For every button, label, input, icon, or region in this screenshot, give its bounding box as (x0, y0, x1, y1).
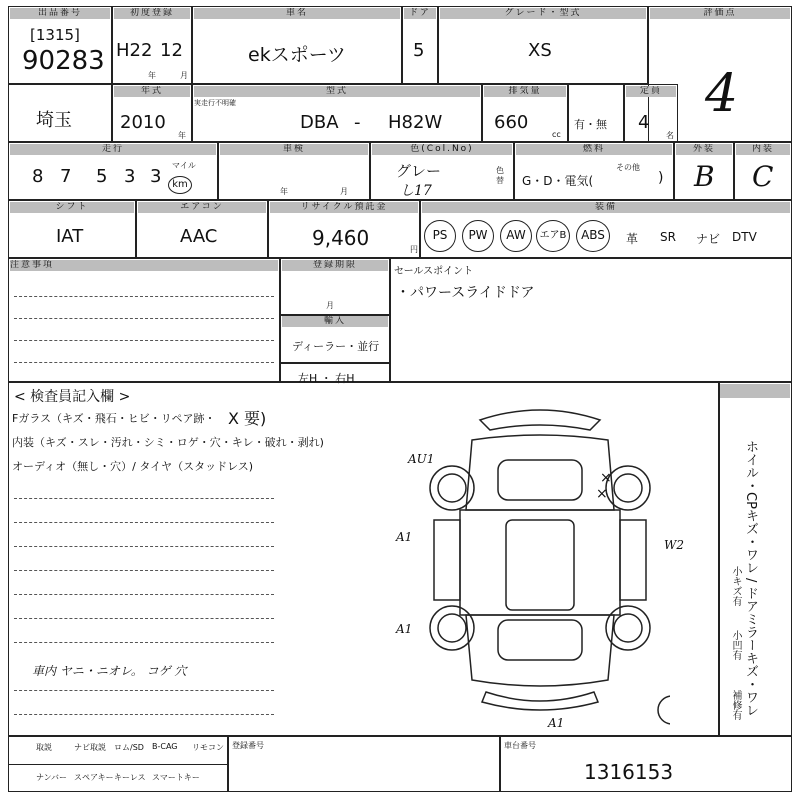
displacement-header: 排気量 (484, 86, 566, 97)
capacity-header: 定員 (626, 86, 676, 97)
notes-line (14, 296, 274, 297)
cc-unit: cc (552, 130, 561, 139)
equip-pw: PW (462, 220, 494, 252)
equip-ps: PS (424, 220, 456, 252)
capacity-value: 4 (638, 112, 650, 133)
fuel-other-label: その他 (616, 163, 640, 172)
inspector-line (14, 618, 274, 619)
damage-x-2: × (596, 486, 608, 502)
inspector-line-1-mark: X 要) (228, 409, 267, 428)
turbo-value: 有・無 (574, 118, 607, 131)
interior-header: 内装 (736, 144, 790, 155)
side-divider (718, 382, 720, 736)
displacement-value: 660 (494, 112, 529, 133)
dealer-value: ディーラー・並行 (292, 340, 380, 353)
equip-aw: AW (500, 220, 532, 252)
lot-code: [1315] (30, 26, 80, 44)
first-reg-year: H22 (116, 40, 153, 61)
first-reg-year-unit: 年 (148, 71, 156, 80)
model-type-prefix: DBA (300, 112, 339, 133)
side-extra-3: 補修有 (730, 690, 741, 720)
grade-value: XS (528, 40, 552, 61)
mileage-digit-2: 7 (60, 166, 72, 187)
mileage-unit-top: マイル (172, 161, 196, 170)
first-reg-month-unit: 月 (180, 71, 188, 80)
side-header-bar (720, 384, 790, 398)
damage-x-1: × (600, 470, 612, 486)
notes-header: 注意事項 (10, 260, 278, 271)
mileage-digit-1: 8 (32, 166, 44, 187)
recycle-header: リサイクル預託金 (270, 202, 418, 213)
handle-value: 左H ・ 右H (298, 372, 355, 385)
opt-r1-3: ロム/SD (114, 743, 144, 752)
model-year-note: 実走行不明確 (194, 99, 236, 107)
model-year-unit: 年 (178, 131, 186, 140)
doors-value: 5 (413, 40, 425, 61)
inspector-line-2: 内装（キズ・スレ・汚れ・シミ・ロゲ・穴・キレ・破れ・剥れ) (12, 436, 324, 449)
ac-header: エアコン (138, 202, 266, 213)
shift-value: IAT (56, 226, 84, 247)
equip-abs: ABS (576, 220, 610, 252)
inspector-line (14, 642, 274, 643)
opt-r2-1: ナンバー (36, 773, 68, 782)
side-extra-2: 小凹有 (730, 630, 741, 660)
mark-left-door: A1 (396, 530, 413, 544)
fuel-close: ) (658, 170, 664, 186)
opt-r2-2: スペアキー (74, 773, 114, 782)
lot-header: 出品番号 (10, 8, 110, 19)
mileage-digit-3: 5 (96, 166, 108, 187)
opt-r2-4: スマートキー (152, 773, 200, 782)
notes-line (14, 340, 274, 341)
shift-header: シフト (10, 202, 134, 213)
car-name: ekスポーツ (248, 44, 346, 66)
capacity-unit: 名 (666, 131, 674, 140)
first-reg-header: 初度登録 (114, 8, 190, 19)
car-name-header: 車名 (194, 8, 400, 19)
inspector-line (14, 522, 274, 523)
mileage-digit-4: 3 (124, 166, 136, 187)
mileage-header: 走行 (10, 144, 216, 155)
reg-number-label: 登録番号 (232, 741, 264, 750)
model-year-header: 年式 (114, 86, 190, 97)
reg-number-cell (228, 736, 500, 792)
reg-divider-2 (280, 362, 390, 364)
turbo-cell (568, 84, 624, 142)
grade-header: グレード・型式 (440, 8, 646, 19)
notes-cell (8, 258, 280, 382)
selling-point-1: ・パワースライドドア (396, 285, 535, 301)
mark-rear: A1 (548, 716, 565, 730)
first-reg-month: 12 (160, 40, 183, 61)
mileage-unit-km: km (168, 176, 192, 194)
selling-points-header: セールスポイント (394, 266, 474, 277)
score-value: 4 (705, 64, 739, 124)
opt-r1-2: ナビ取説 (74, 743, 106, 752)
equip-airbag: エアB (536, 220, 570, 252)
inspector-line (14, 498, 274, 499)
recycle-value: 9,460 (312, 226, 370, 250)
shaken-year-unit: 年 (280, 187, 288, 196)
model-type-header: 型式 (194, 86, 480, 97)
opt-divider (8, 764, 228, 765)
side-extra-1: 小キズ有 (730, 566, 741, 606)
exterior-header: 外装 (676, 144, 732, 155)
mark-right-door: W2 (664, 538, 684, 552)
shaken-header: 車検 (220, 144, 368, 155)
exterior-grade: B (694, 160, 715, 193)
color-header: 色(Col.No) (372, 144, 512, 155)
opt-r2-3: キーレス (114, 773, 146, 782)
registration-header: 登録期限 (282, 260, 388, 271)
recycle-yen: 円 (410, 245, 418, 254)
mark-left-rear: A1 (396, 622, 413, 636)
model-year-value: 2010 (120, 112, 166, 133)
equip-navi: ナビ (696, 232, 721, 246)
equip-sr: SR (660, 230, 676, 244)
notes-line (14, 362, 274, 363)
area-value: 埼玉 (36, 110, 72, 131)
opt-r1-1: 取説 (36, 743, 52, 752)
opt-r1-4: B-CAG (152, 742, 178, 751)
opt-r1-5: リモコン (192, 743, 224, 752)
color-change-label: 色替 (496, 166, 504, 185)
model-type-code: H82W (388, 112, 443, 133)
interior-grade: C (752, 160, 774, 193)
lot-number: 90283 (22, 46, 105, 76)
mark-front-left: AU1 (408, 452, 435, 466)
inspector-line (14, 690, 274, 691)
mileage-digit-5: 3 (150, 166, 162, 187)
inspector-line-3: オーディオ（無し・穴）/ タイヤ（スタッドレス) (12, 460, 254, 473)
ac-value: AAC (180, 226, 218, 247)
equipment-header: 装備 (422, 202, 790, 213)
notes-line (14, 318, 274, 319)
score-header: 評価点 (650, 8, 790, 19)
handwritten-note: 車内 ヤニ・ニオレ。 コゲ 穴 (32, 664, 187, 678)
chassis-label: 車台番号 (504, 741, 536, 750)
import-header: 輸入 (282, 316, 388, 327)
fuel-options: G・D・電気( (522, 174, 594, 188)
inspector-line (14, 546, 274, 547)
side-note: ホイル・CPキズ・ワレ / ドアミラーキズ・ワレ (743, 440, 758, 717)
color-code: し17 (400, 183, 432, 199)
equip-leather: 革 (626, 232, 639, 246)
shaken-month-unit: 月 (340, 187, 348, 196)
fuel-header: 燃料 (516, 144, 672, 155)
inspector-line-1: Fガラス（キズ・飛石・ヒビ・リペア跡・ (12, 412, 216, 425)
color-name: グレー (396, 162, 442, 180)
model-type-dash: - (354, 112, 361, 133)
inspector-line (14, 570, 274, 571)
inspector-line (14, 594, 274, 595)
car-diagram (410, 400, 670, 730)
inspector-line (14, 714, 274, 715)
registration-month: 月 (326, 301, 334, 310)
equip-dtv: DTV (732, 230, 757, 244)
inspector-header: < 検査員記入欄 > (14, 389, 131, 405)
chassis-number: 1316153 (584, 760, 674, 784)
doors-header: ドア (404, 8, 436, 19)
